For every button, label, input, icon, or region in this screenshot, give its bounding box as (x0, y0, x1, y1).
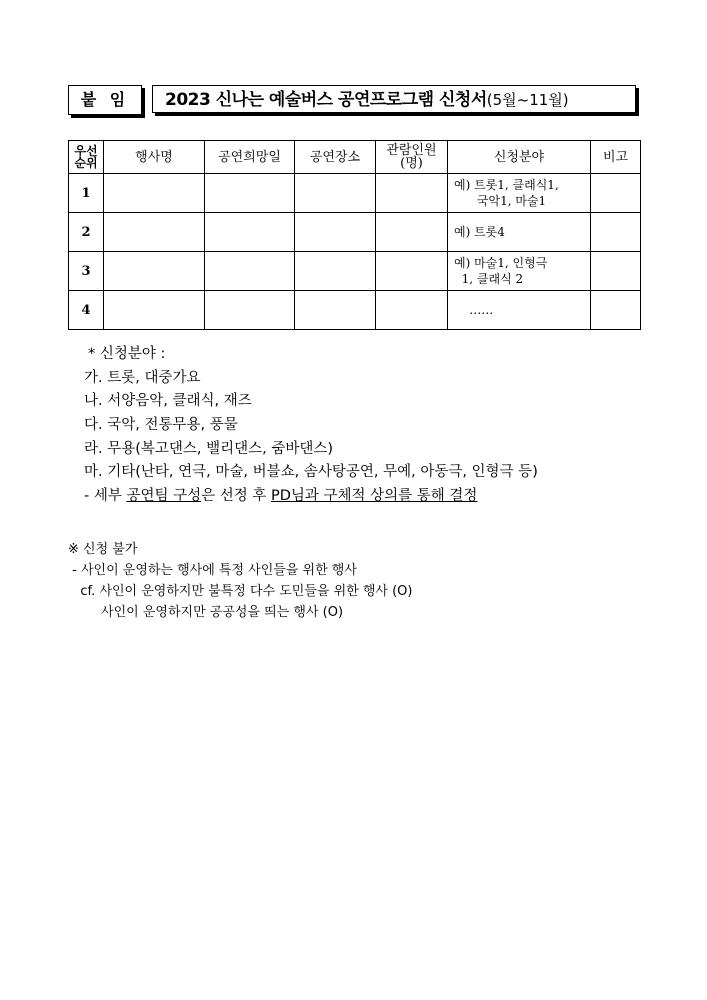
not-eligible-section (68, 539, 412, 623)
table-row (69, 252, 641, 291)
preferred-date-cell[interactable] (205, 213, 295, 252)
not-eligible-line: - 사인이 운영하는 행사에 특정 사인들을 위한 행사 (68, 563, 357, 578)
event-name-cell[interactable] (104, 174, 205, 213)
field-cell[interactable]: …… (448, 291, 591, 330)
underlined-text: 공연팀 구성 (126, 488, 202, 505)
note-item: 가. 트롯, 대중가요 (84, 369, 201, 386)
col-header-preferred-date: 공연희망일 (205, 141, 295, 174)
note-item: 라. 무용(복고댄스, 밸리댄스, 줌바댄스) (84, 440, 334, 457)
col-header-remarks: 비고 (591, 141, 641, 174)
audience-cell[interactable] (376, 252, 448, 291)
notes-heading: * 신청분야 : (88, 346, 166, 362)
underlined-text: PD님과 구체적 상의를 통해 결정 (270, 488, 478, 505)
event-name-cell[interactable] (104, 213, 205, 252)
audience-cell[interactable] (376, 174, 448, 213)
document-title: 2023 신나는 예술버스 공연프로그램 신청서 (165, 90, 487, 110)
col-header-venue: 공연장소 (295, 141, 376, 174)
table-header-row (69, 141, 641, 174)
preferred-date-cell[interactable] (205, 291, 295, 330)
audience-cell[interactable] (376, 291, 448, 330)
event-name-cell[interactable] (104, 291, 205, 330)
col-header-event-name: 행사명 (104, 141, 205, 174)
row-rank: 1 (69, 174, 104, 213)
not-eligible-line: cf. 사인이 운영하지만 불특정 다수 도민들을 위한 행사 (O) (68, 584, 413, 599)
remarks-cell[interactable] (591, 291, 641, 330)
not-eligible-heading: ※ 신청 불가 (68, 542, 138, 557)
row-rank: 4 (69, 291, 104, 330)
venue-cell[interactable] (295, 213, 376, 252)
row-rank: 3 (69, 252, 104, 291)
detail-note: - 세부 공연팀 구성은 선정 후 PD님과 구체적 상의를 통해 결정 (84, 488, 478, 505)
not-eligible-line: 사인이 운영하지만 공공성을 띄는 행사 (O) (68, 605, 344, 620)
field-cell[interactable]: 예) 트롯1, 클래식1, 국악1, 마술1 (448, 174, 591, 213)
col-header-field: 신청분야 (448, 141, 591, 174)
table-row (69, 174, 641, 213)
venue-cell[interactable] (295, 291, 376, 330)
field-cell[interactable]: 예) 마술1, 인형극 1, 클래식 2 (448, 252, 591, 291)
title-box (152, 85, 636, 113)
col-header-audience: 관람인원 (명) (376, 141, 448, 174)
row-rank: 2 (69, 213, 104, 252)
venue-cell[interactable] (295, 252, 376, 291)
note-item: 마. 기타(난타, 연극, 마술, 버블쇼, 솜사탕공연, 무예, 아동극, 인형극 등) (84, 464, 538, 481)
field-notes (84, 343, 538, 509)
remarks-cell[interactable] (591, 174, 641, 213)
table-row (69, 291, 641, 330)
venue-cell[interactable] (295, 174, 376, 213)
col-header-rank: 우선 순위 (69, 141, 104, 174)
preferred-date-cell[interactable] (205, 252, 295, 291)
field-cell[interactable]: 예) 트롯4 (448, 213, 591, 252)
table-row (69, 213, 641, 252)
remarks-cell[interactable] (591, 252, 641, 291)
application-table (68, 140, 641, 330)
note-item: 나. 서양음악, 클래식, 재즈 (84, 393, 252, 410)
event-name-cell[interactable] (104, 252, 205, 291)
audience-cell[interactable] (376, 213, 448, 252)
remarks-cell[interactable] (591, 213, 641, 252)
title-period: (5월~11월) (486, 91, 569, 109)
attachment-badge: 붙 임 (68, 85, 142, 115)
note-item: 다. 국악, 전통무용, 풍물 (84, 417, 238, 434)
preferred-date-cell[interactable] (205, 174, 295, 213)
